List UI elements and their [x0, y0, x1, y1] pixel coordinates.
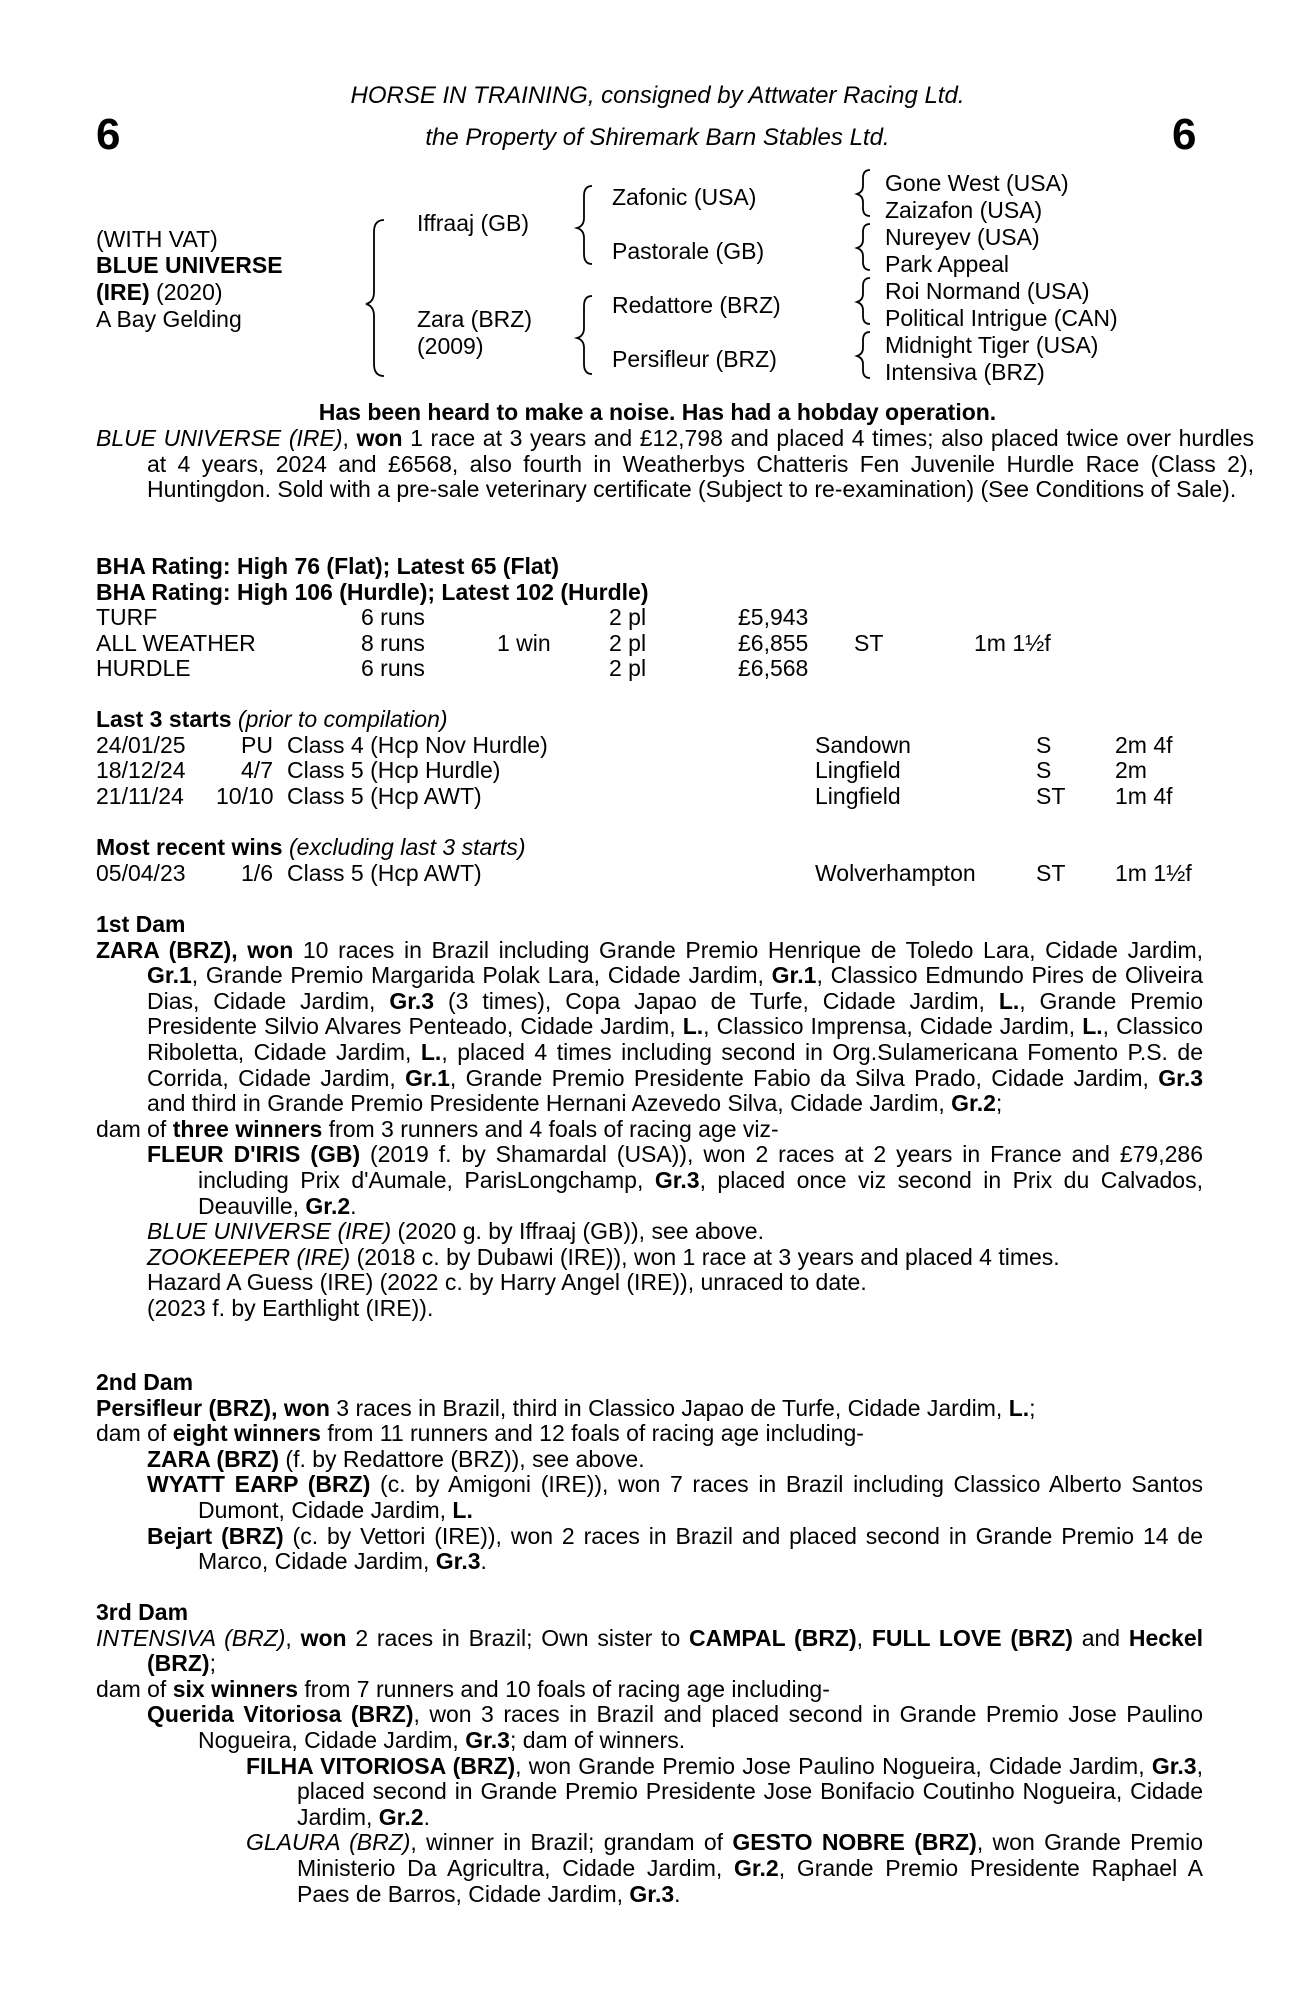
- first-dam-title: 1st Dam: [96, 911, 186, 937]
- third-dam-produce-intro: dam of six winners from 7 runners and 10 foals of racing age including-: [96, 1675, 830, 1702]
- horse-origin-year: (IRE) (2020): [96, 279, 223, 305]
- record-table: [96, 605, 1203, 682]
- produce-2023-filly: (2023 f. by Earthlight (IRE)).: [147, 1294, 434, 1321]
- pedigree-g3-2: Nureyev (USA): [885, 224, 1040, 250]
- pedigree-sire-dam: Pastorale (GB): [612, 238, 765, 264]
- third-dam-title: 3rd Dam: [96, 1599, 189, 1625]
- produce-zara: ZARA (BRZ) (f. by Redattore (BRZ)), see above.: [147, 1445, 645, 1472]
- produce-bejart: Bejart (BRZ) (c. by Vettori (IRE)), won 2 races in Brazil and placed second in Grande Premio 14 de Marco, Cidade Jardim, Gr.3.: [147, 1522, 1204, 1575]
- second-dam-produce-intro: dam of eight winners from 11 runners and 12 foals of racing age including-: [96, 1420, 864, 1447]
- start-row: 18/12/24 4/7 Class 5 (Hcp Hurdle) Lingfield S 2m: [96, 757, 1147, 784]
- recent-wins: [96, 835, 1203, 886]
- record-row: ALL WEATHER 8 runs 1 win 2 pl £6,855 ST 1m 1½f: [96, 629, 1051, 656]
- record-row: TURF 6 runs 2 pl £5,943: [96, 604, 809, 630]
- notice: Has been heard to make a noise. Has had a hobday operation.: [318, 399, 997, 425]
- win-row: 05/04/23 1/6 Class 5 (Hcp AWT) Wolverhampton ST 1m 1½f: [96, 859, 1192, 886]
- pedigree-g3-6: Midnight Tiger (USA): [885, 332, 1099, 358]
- lot-number-right: 6: [1172, 110, 1197, 159]
- pedigree-g3-7: Intensiva (BRZ): [885, 359, 1045, 385]
- record-row: HURDLE 6 runs 2 pl £6,568: [96, 655, 809, 682]
- brace-sire: [577, 186, 592, 264]
- horse-description: A Bay Gelding: [96, 306, 242, 332]
- brace-g3-4: [857, 332, 870, 378]
- brace-g3-3: [857, 278, 870, 324]
- vat-label: (WITH VAT): [96, 226, 218, 252]
- pedigree-sire: Iffraaj (GB): [417, 210, 530, 236]
- lot-number-left: 6: [96, 110, 121, 159]
- start-row: 24/01/25 PU Class 4 (Hcp Nov Hurdle) Sandown S 2m 4f: [96, 731, 1173, 758]
- pedigree-dam-year: (2009): [417, 333, 484, 359]
- produce-querida-vitoriosa: Querida Vitoriosa (BRZ), won 3 races in Brazil and placed second in Grande Premio Jose Paulino Nogueira, Cidade Jardim, Gr.3; dam of winners.: [147, 1701, 1203, 1753]
- produce-zookeeper: ZOOKEEPER (IRE) (2018 c. by Dubawi (IRE)), won 1 race at 3 years and placed 4 times.: [147, 1243, 1060, 1270]
- pedigree-dam-sire: Redattore (BRZ): [612, 292, 781, 318]
- third-dam-paragraph: INTENSIVA (BRZ), won 2 races in Brazil; Own sister to CAMPAL (BRZ), FULL LOVE (BRZ) and Heckel (BRZ);: [96, 1624, 1204, 1677]
- produce-hazard-a-guess: Hazard A Guess (IRE) (2022 c. by Harry Angel (IRE)), unraced to date.: [147, 1269, 867, 1296]
- second-dam-section: [96, 1370, 1203, 1575]
- first-dam-section: [96, 912, 1203, 1322]
- second-dam-title: 2nd Dam: [96, 1369, 194, 1395]
- last-starts-title: Last 3 starts (prior to compilation): [96, 706, 448, 732]
- brace-main: [366, 220, 384, 376]
- pedigree-dam-dam: Persifleur (BRZ): [612, 346, 777, 372]
- brace-g3-2: [857, 224, 870, 270]
- recent-wins-title: Most recent wins (excluding last 3 starts): [96, 834, 526, 860]
- pedigree-g3-4: Roi Normand (USA): [885, 278, 1090, 304]
- produce-blue-universe: BLUE UNIVERSE (IRE) (2020 g. by Iffraaj (GB)), see above.: [147, 1218, 764, 1245]
- rating-hurdle: BHA Rating: High 106 (Hurdle); Latest 102 (Hurdle): [96, 578, 649, 605]
- summary-paragraph: BLUE UNIVERSE (IRE), won 1 race at 3 years and £12,798 and placed 4 times; also placed twice over hurdles at 4 years, 2024 and £6568, also fourth in Weatherbys Chatteris Fen Juvenile Hurdle Race (Class 2), Huntingdon. Sold with a pre-sale veterinary certificate (Subject to re-examination) (See Conditions of Sale).: [96, 425, 1255, 503]
- first-dam-paragraph: ZARA (BRZ), won 10 races in Brazil including Grande Premio Henrique de Toledo Lara, Cidade Jardim, Gr.1, Grande Premio Margarida Polak Lara, Cidade Jardim, Gr.1, Classico Edmundo Pires de Oliveira Dias, Cidade Jardim, Gr.3 (3 times), Copa Japao de Turfe, Cidade Jardim, L., Grande Premio Presidente Silvio Alvares Penteado, Cidade Jardim, L., Classico Imprensa, Cidade Jardim, L., Classico Riboletta, Cidade Jardim, L., placed 4 times including second in Org.Sulamericana Fomento P.S. de Corrida, Cidade Jardim, Gr.1, Grande Premio Presidente Fabio da Silva Prado, Cidade Jardim, Gr.3 and third in Grande Premio Presidente Hernani Azevedo Silva, Cidade Jardim, Gr.2;: [96, 936, 1204, 1117]
- last-starts: [96, 707, 1203, 809]
- pedigree-sire-sire: Zafonic (USA): [612, 184, 757, 210]
- second-dam-paragraph: Persifleur (BRZ), won 3 races in Brazil, third in Classico Japao de Turfe, Cidade Jardim, L.;: [96, 1394, 1036, 1421]
- produce-glaura: GLAURA (BRZ), winner in Brazil; grandam of GESTO NOBRE (BRZ), won Grande Premio Ministerio Da Agricultra, Cidade Jardim, Gr.2, Grande Premio Presidente Raphael A Paes de Barros, Cidade Jardim, Gr.3.: [246, 1829, 1203, 1907]
- horse-name: BLUE UNIVERSE: [96, 252, 283, 278]
- header-consignor: HORSE IN TRAINING, consigned by Attwater Racing Ltd.: [350, 82, 965, 109]
- produce-wyatt-earp: WYATT EARP (BRZ) (c. by Amigoni (IRE)), won 7 races in Brazil including Classico Alberto Santos Dumont, Cidade Jardim, L.: [147, 1471, 1203, 1523]
- produce-fleur-diris: FLEUR D'IRIS (GB) (2019 f. by Shamardal (USA)), won 2 races at 2 years in France and £79,286 including Prix d'Aumale, ParisLongchamp, Gr.3, placed once viz second in Prix du Calvados, Deauville, Gr.2.: [147, 1141, 1203, 1219]
- pedigree-g3-1: Zaizafon (USA): [885, 197, 1043, 223]
- pedigree-g3-3: Park Appeal: [885, 251, 1010, 277]
- third-dam-section: [96, 1600, 1203, 1907]
- brace-g3-1: [857, 170, 870, 216]
- pedigree-g3-0: Gone West (USA): [885, 170, 1069, 196]
- pedigree-g3-5: Political Intrigue (CAN): [885, 305, 1118, 331]
- produce-filha-vitoriosa: FILHA VITORIOSA (BRZ), won Grande Premio Jose Paulino Nogueira, Cidade Jardim, Gr.3, placed second in Grande Premio Presidente Jose Bonifacio Coutinho Nogueira, Cidade Jardim, Gr.2.: [246, 1752, 1203, 1830]
- brace-dam: [577, 296, 592, 374]
- first-dam-produce-intro: dam of three winners from 3 runners and 4 foals of racing age viz-: [96, 1115, 779, 1142]
- start-row: 21/11/24 10/10 Class 5 (Hcp AWT) Lingfield ST 1m 4f: [96, 782, 1173, 809]
- ratings: [96, 554, 1203, 605]
- rating-flat: BHA Rating: High 76 (Flat); Latest 65 (Flat): [96, 553, 559, 579]
- pedigree-dam: Zara (BRZ): [417, 306, 532, 332]
- header-property: the Property of Shiremark Barn Stables Ltd.: [425, 124, 890, 151]
